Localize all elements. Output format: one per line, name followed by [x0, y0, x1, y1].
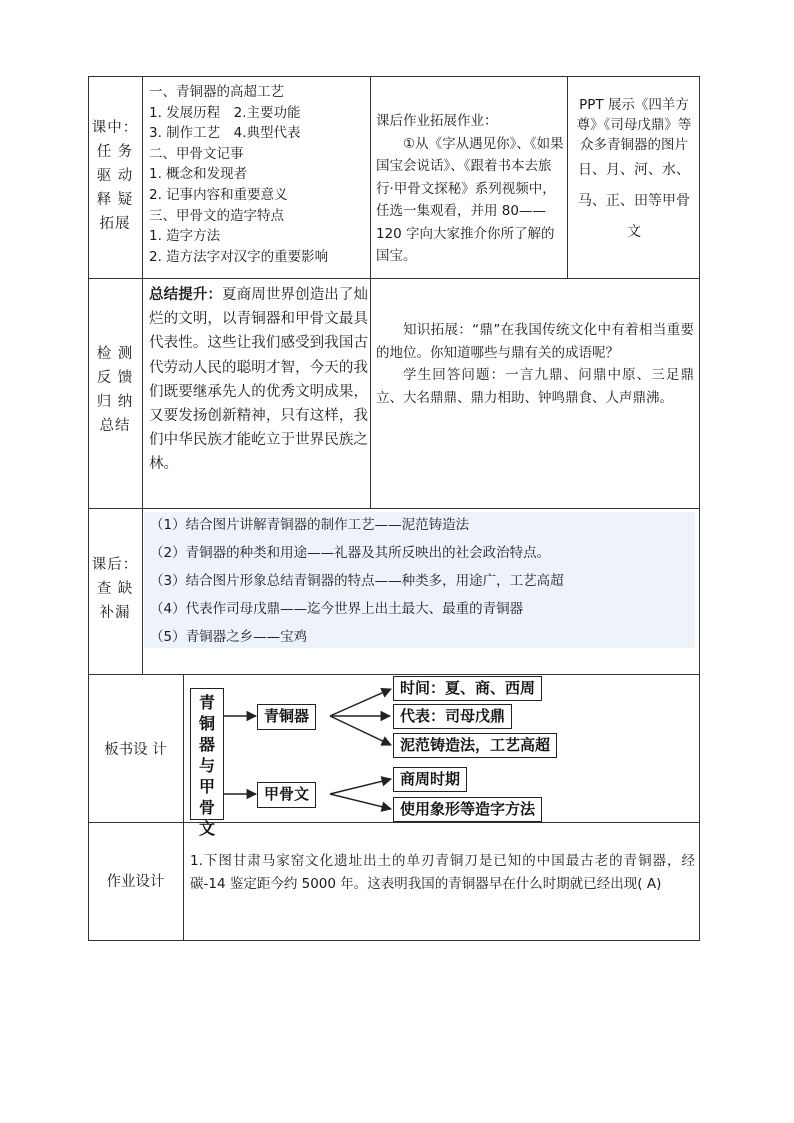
homework-extension: 课后作业拓展作业： ①从《字从遇见你》、《如果国宝会说话》、《跟着书本去旅行·甲骨文探秘》系列视频中，任选一集观看，并用 80——120 字向大家推介你所了解的国宝。	[376, 113, 564, 264]
row3-label: 课后： 查 缺 补漏	[91, 557, 139, 621]
arrow-bronze-to-craft	[330, 716, 391, 745]
board-craft-box: 泥范铸造法，工艺高超	[393, 733, 557, 758]
lesson-outline: 一、青铜器的高超工艺 1. 发展历程 2.主要功能 3. 制作工艺 4.典型代表 二、甲骨文记事 1. 概念和发现者 2. 记事内容和重要意义 三、甲骨文的造字特点 1. 造字方法 2. 造方法字对汉字的重要影响	[149, 84, 329, 265]
review-list	[150, 511, 695, 651]
list-item: （3）结合图片形象总结青铜器的特点——种类多，用途广，工艺高超	[150, 573, 564, 589]
board-representative-box: 代表：司母戊鼎	[393, 704, 512, 729]
list-item: （2）青铜器的种类和用途——礼器及其所反映出的社会政治特点。	[150, 545, 551, 561]
board-period-box: 商周时期	[393, 767, 467, 792]
list-item: （4）代表作司母戊鼎——迄今世界上出土最大、最重的青铜器	[150, 601, 524, 617]
arrow-oracle-to-method	[330, 794, 391, 809]
arrow-bronze-to-time	[330, 689, 391, 716]
row1-label: 课中： 任 务 驱 动 释 疑 拓展	[91, 120, 139, 232]
row5-label: 作业设计	[106, 874, 165, 890]
summary-heading: 总结提升：	[149, 287, 223, 303]
board-bronze-box: 青铜器	[257, 704, 316, 730]
knowledge-extension: 知识拓展：“鼎”在我国传统文化中有着相当重要的地位。你知道哪些与鼎有关的成语呢？ 学生回答问题：一言九鼎、问鼎中原、三足鼎立、大名鼎鼎、鼎力相助、钟鸣鼎食、人声鼎沸。	[376, 322, 694, 406]
arrow-oracle-to-period	[330, 779, 391, 794]
summary-paragraph: 总结提升：夏商周世界创造出了灿烂的文明，以青铜器和甲骨文最具代表性。这些让我们感受到我国古代劳动人民的聪明才智，今天的我们既要继承先人的优秀文明成果，又要发扬创新精神，只有这样，我们中华民族才能屹立于世界民族之林。	[149, 287, 368, 473]
board-method-box: 使用象形等造字方法	[393, 797, 542, 822]
ppt-display-note: PPT 展示《四羊方尊》《司母戊鼎》等众多青铜器的图片 日、月、河、水、马、正、田等甲骨文	[576, 97, 692, 240]
row4-label: 板书设 计	[104, 742, 167, 758]
homework-question: 1.下图甘肃马家窑文化遗址出土的单刃青铜刀是已知的中国最古老的青铜器，经碳-14 鉴定距今约 5000 年。这表明我国的青铜器早在什么时期就已经出现( A)	[190, 853, 695, 892]
row2-label: 检 测 反 馈 归 纳 总结	[96, 346, 134, 434]
board-time-box: 时间：夏、商、西周	[393, 676, 542, 701]
list-item: （5）青铜器之乡——宝鸡	[150, 629, 308, 645]
board-oracle-box: 甲骨文	[257, 782, 316, 808]
board-root-box: 青 铜 器 与 甲 骨 文	[190, 688, 224, 820]
list-item: （1）结合图片讲解青铜器的制作工艺——泥范铸造法	[150, 517, 470, 533]
